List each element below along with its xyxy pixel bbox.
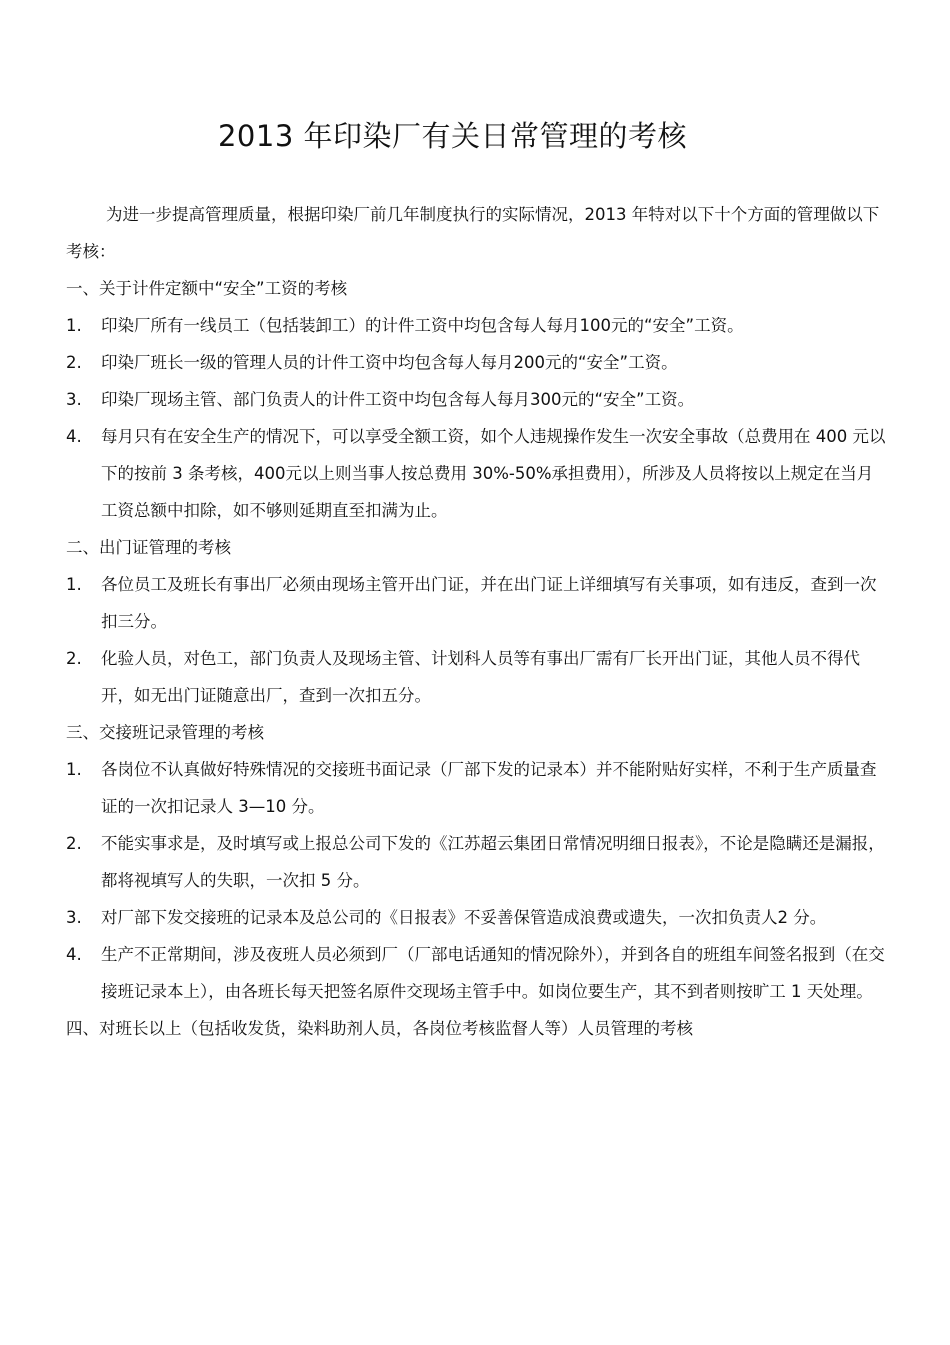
section-heading-2: 二、出门证管理的考核 — [66, 538, 231, 557]
item-number: 4. — [66, 945, 82, 964]
document-body — [66, 196, 886, 1047]
item-number: 1. — [66, 760, 82, 779]
section-heading-4: 四、对班长以上（包括收发货，染料助剂人员，各岗位考核监督人等）人员管理的考核 — [66, 1019, 693, 1038]
item-number: 4. — [66, 427, 82, 446]
item-number: 2. — [66, 649, 82, 668]
intro-paragraph: 为进一步提高管理质量，根据印染厂前几年制度执行的实际情况，2013 年特对以下十个方面的管理做以下考核： — [66, 205, 880, 261]
item-number: 3. — [66, 908, 82, 927]
item-text: 印染厂班长一级的管理人员的计件工资中均包含每人每月200元的“安全”工资。 — [101, 353, 678, 372]
item-text: 印染厂现场主管、部门负责人的计件工资中均包含每人每月300元的“安全”工资。 — [101, 390, 695, 409]
item-number: 1. — [66, 575, 82, 594]
list-item — [66, 566, 886, 640]
item-text: 对厂部下发交接班的记录本及总公司的《日报表》不妥善保管造成浪费或遗失，一次扣负责人2 分。 — [101, 908, 827, 927]
list-item — [66, 344, 886, 381]
list-item — [66, 825, 886, 899]
item-number: 2. — [66, 353, 82, 372]
section-heading-3: 三、交接班记录管理的考核 — [66, 723, 264, 742]
item-text: 每月只有在安全生产的情况下，可以享受全额工资，如个人违规操作发生一次安全事故（总费用在 400 元以下的按前 3 条考核，400元以上则当事人按总费用 30%-50%承担费用），所涉及人员将按以上规定在当月工资总额中扣除，如不够则延期直至扣满为止。 — [101, 427, 886, 520]
list-item — [66, 899, 886, 936]
list-item — [66, 307, 886, 344]
list-item — [66, 418, 886, 529]
item-text: 不能实事求是，及时填写或上报总公司下发的《江苏超云集团日常情况明细日报表》，不论是隐瞒还是漏报，都将视填写人的失职，一次扣 5 分。 — [101, 834, 885, 890]
item-text: 各位员工及班长有事出厂必须由现场主管开出门证，并在出门证上详细填写有关事项，如有违反，查到一次扣三分。 — [101, 575, 877, 631]
item-text: 印染厂所有一线员工（包括装卸工）的计件工资中均包含每人每月100元的“安全”工资。 — [101, 316, 744, 335]
list-item — [66, 381, 886, 418]
list-item — [66, 751, 886, 825]
list-item — [66, 640, 886, 714]
list-item — [66, 936, 886, 1010]
item-text: 生产不正常期间，涉及夜班人员必须到厂（厂部电话通知的情况除外），并到各自的班组车间签名报到（在交接班记录本上），由各班长每天把签名原件交现场主管手中。如岗位要生产，其不到者则按旷工 1 天处理。 — [101, 945, 885, 1001]
item-number: 3. — [66, 390, 82, 409]
item-text: 化验人员，对色工，部门负责人及现场主管、计划科人员等有事出厂需有厂长开出门证，其他人员不得代开，如无出门证随意出厂，查到一次扣五分。 — [101, 649, 860, 705]
item-text: 各岗位不认真做好特殊情况的交接班书面记录（厂部下发的记录本）并不能附贴好实样，不利于生产质量查证的一次扣记录人 3—10 分。 — [101, 760, 877, 816]
item-number: 2. — [66, 834, 82, 853]
section-heading-1: 一、关于计件定额中“安全”工资的考核 — [66, 279, 348, 298]
item-number: 1. — [66, 316, 82, 335]
document-title: 2013 年印染厂有关日常管理的考核 — [217, 119, 688, 153]
